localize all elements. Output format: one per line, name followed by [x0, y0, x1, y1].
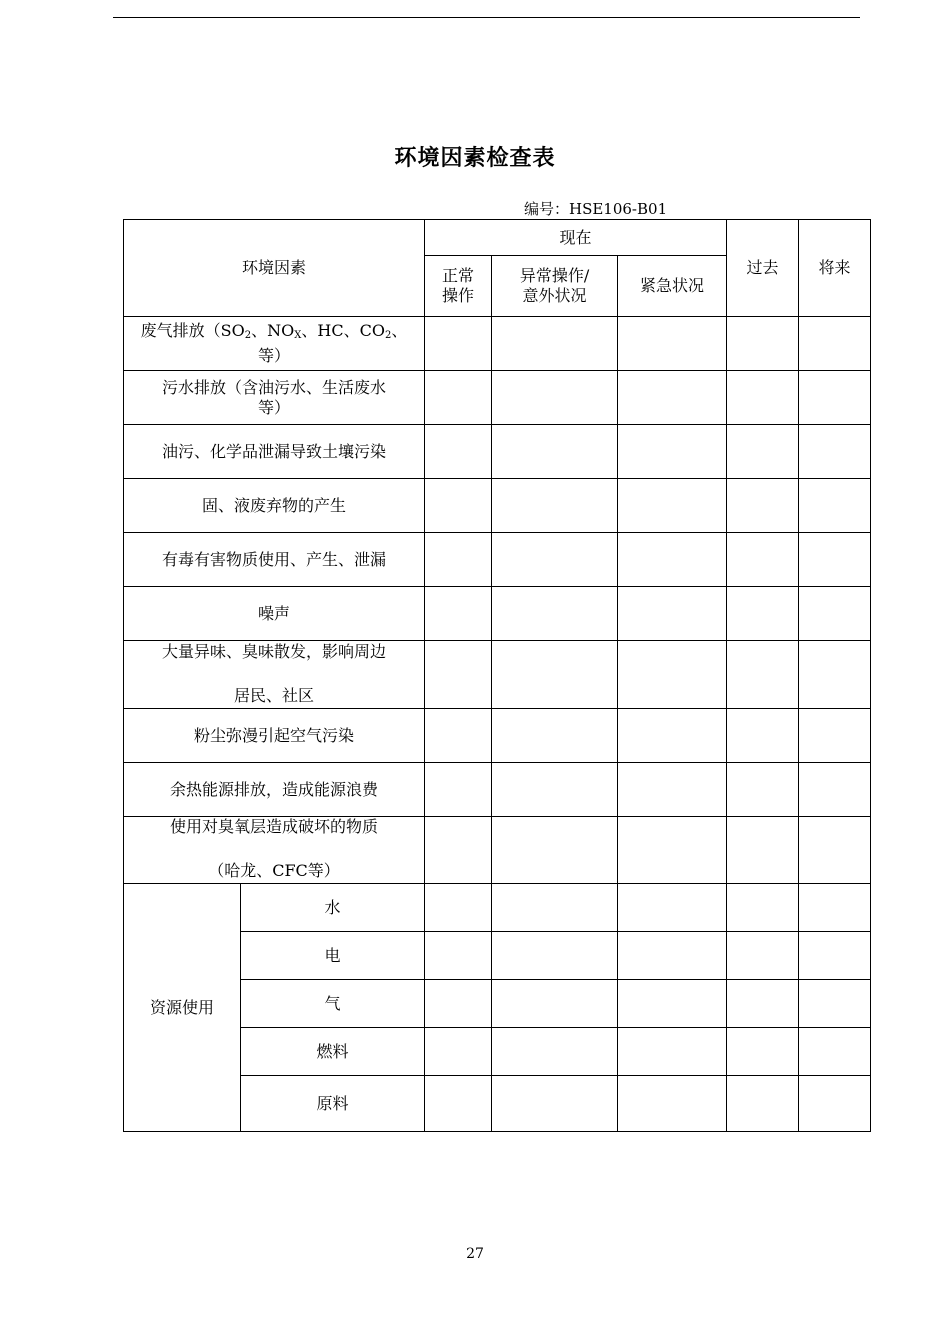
cell-emergency[interactable]: [618, 479, 727, 533]
cell-future[interactable]: [799, 1028, 871, 1076]
cell-past[interactable]: [727, 817, 799, 884]
cell-future[interactable]: [799, 817, 871, 884]
table-row: [124, 709, 871, 763]
cell-emergency[interactable]: [618, 317, 727, 371]
cell-past[interactable]: [727, 371, 799, 425]
table-row: [124, 884, 871, 932]
resource-group-label: 资源使用: [124, 884, 241, 1132]
cell-emergency[interactable]: [618, 763, 727, 817]
cell-abnormal[interactable]: [492, 932, 618, 980]
header-emergency: 紧急状况: [618, 256, 727, 317]
cell-normal[interactable]: [425, 641, 492, 709]
cell-future[interactable]: [799, 1076, 871, 1132]
header-rule: [113, 17, 860, 18]
table-row: [124, 763, 871, 817]
row-label: 大量异味、臭味散发，影响周边 居民、社区: [124, 641, 425, 709]
cell-normal[interactable]: [425, 371, 492, 425]
cell-future[interactable]: [799, 980, 871, 1028]
cell-abnormal[interactable]: [492, 371, 618, 425]
header-past: 过去: [727, 220, 799, 317]
cell-abnormal[interactable]: [492, 425, 618, 479]
cell-emergency[interactable]: [618, 641, 727, 709]
cell-normal[interactable]: [425, 587, 492, 641]
cell-future[interactable]: [799, 763, 871, 817]
cell-past[interactable]: [727, 980, 799, 1028]
table-row: [124, 817, 871, 884]
row-label: 污水排放（含油污水、生活废水 等）: [124, 371, 425, 425]
resource-label: 燃料: [241, 1028, 425, 1076]
cell-past[interactable]: [727, 709, 799, 763]
cell-abnormal[interactable]: [492, 479, 618, 533]
cell-normal[interactable]: [425, 817, 492, 884]
cell-past[interactable]: [727, 587, 799, 641]
cell-future[interactable]: [799, 709, 871, 763]
row-label: 油污、化学品泄漏导致土壤污染: [124, 425, 425, 479]
cell-abnormal[interactable]: [492, 817, 618, 884]
cell-abnormal[interactable]: [492, 709, 618, 763]
cell-abnormal[interactable]: [492, 641, 618, 709]
cell-emergency[interactable]: [618, 371, 727, 425]
cell-future[interactable]: [799, 932, 871, 980]
cell-normal[interactable]: [425, 709, 492, 763]
cell-normal[interactable]: [425, 763, 492, 817]
cell-future[interactable]: [799, 533, 871, 587]
row-label: 噪声: [124, 587, 425, 641]
cell-past[interactable]: [727, 533, 799, 587]
environment-factor-table: [123, 219, 871, 1132]
cell-future[interactable]: [799, 425, 871, 479]
cell-emergency[interactable]: [618, 587, 727, 641]
table-row: [124, 317, 871, 371]
row-label: 废气排放（$SO_2$、$NO_X$、HC、$CO_2$、 等）: [124, 317, 425, 371]
cell-future[interactable]: [799, 371, 871, 425]
cell-normal[interactable]: [425, 425, 492, 479]
row-label: 固、液废弃物的产生: [124, 479, 425, 533]
cell-future[interactable]: [799, 587, 871, 641]
row-label: 粉尘弥漫引起空气污染: [124, 709, 425, 763]
cell-normal[interactable]: [425, 932, 492, 980]
cell-past[interactable]: [727, 641, 799, 709]
header-factor: 环境因素: [124, 220, 425, 317]
cell-past[interactable]: [727, 317, 799, 371]
cell-abnormal[interactable]: [492, 763, 618, 817]
cell-abnormal[interactable]: [492, 533, 618, 587]
cell-past[interactable]: [727, 479, 799, 533]
cell-normal[interactable]: [425, 479, 492, 533]
cell-normal[interactable]: [425, 1076, 492, 1132]
table-row: [124, 533, 871, 587]
cell-future[interactable]: [799, 479, 871, 533]
cell-abnormal[interactable]: [492, 587, 618, 641]
cell-emergency[interactable]: [618, 1076, 727, 1132]
cell-normal[interactable]: [425, 1028, 492, 1076]
cell-normal[interactable]: [425, 980, 492, 1028]
table-row: [124, 479, 871, 533]
cell-abnormal[interactable]: [492, 317, 618, 371]
table-row: [124, 641, 871, 709]
cell-emergency[interactable]: [618, 709, 727, 763]
table-row: [124, 587, 871, 641]
cell-normal[interactable]: [425, 317, 492, 371]
table-row: [124, 371, 871, 425]
cell-past[interactable]: [727, 1028, 799, 1076]
cell-past[interactable]: [727, 932, 799, 980]
page-number: 27: [466, 1246, 484, 1262]
header-abnormal: 异常操作/ 意外状况: [492, 256, 618, 317]
resource-label: 电: [241, 932, 425, 980]
cell-emergency[interactable]: [618, 425, 727, 479]
cell-abnormal[interactable]: [492, 884, 618, 932]
cell-emergency[interactable]: [618, 533, 727, 587]
table-row: [124, 425, 871, 479]
cell-emergency[interactable]: [618, 817, 727, 884]
cell-abnormal[interactable]: [492, 1076, 618, 1132]
header-future: 将来: [799, 220, 871, 317]
resource-label: 气: [241, 980, 425, 1028]
cell-past[interactable]: [727, 1076, 799, 1132]
header-current: 现在: [425, 220, 727, 256]
cell-future[interactable]: [799, 641, 871, 709]
header-normal: 正常 操作: [425, 256, 492, 317]
cell-normal[interactable]: [425, 884, 492, 932]
row-label: 使用对臭氧层造成破坏的物质 （哈龙、CFC等）: [124, 817, 425, 884]
row-label: 余热能源排放，造成能源浪费: [124, 763, 425, 817]
cell-abnormal[interactable]: [492, 980, 618, 1028]
cell-past[interactable]: [727, 884, 799, 932]
document-code: 编号：HSE106-B01: [524, 200, 668, 218]
cell-abnormal[interactable]: [492, 1028, 618, 1076]
cell-future[interactable]: [799, 317, 871, 371]
cell-future[interactable]: [799, 884, 871, 932]
row-label: 有毒有害物质使用、产生、泄漏: [124, 533, 425, 587]
cell-emergency[interactable]: [618, 980, 727, 1028]
cell-emergency[interactable]: [618, 1028, 727, 1076]
resource-label: 原料: [241, 1076, 425, 1132]
document-title: 环境因素检查表: [394, 146, 556, 171]
resource-label: 水: [241, 884, 425, 932]
cell-emergency[interactable]: [618, 884, 727, 932]
cell-normal[interactable]: [425, 533, 492, 587]
cell-past[interactable]: [727, 425, 799, 479]
cell-emergency[interactable]: [618, 932, 727, 980]
cell-past[interactable]: [727, 763, 799, 817]
